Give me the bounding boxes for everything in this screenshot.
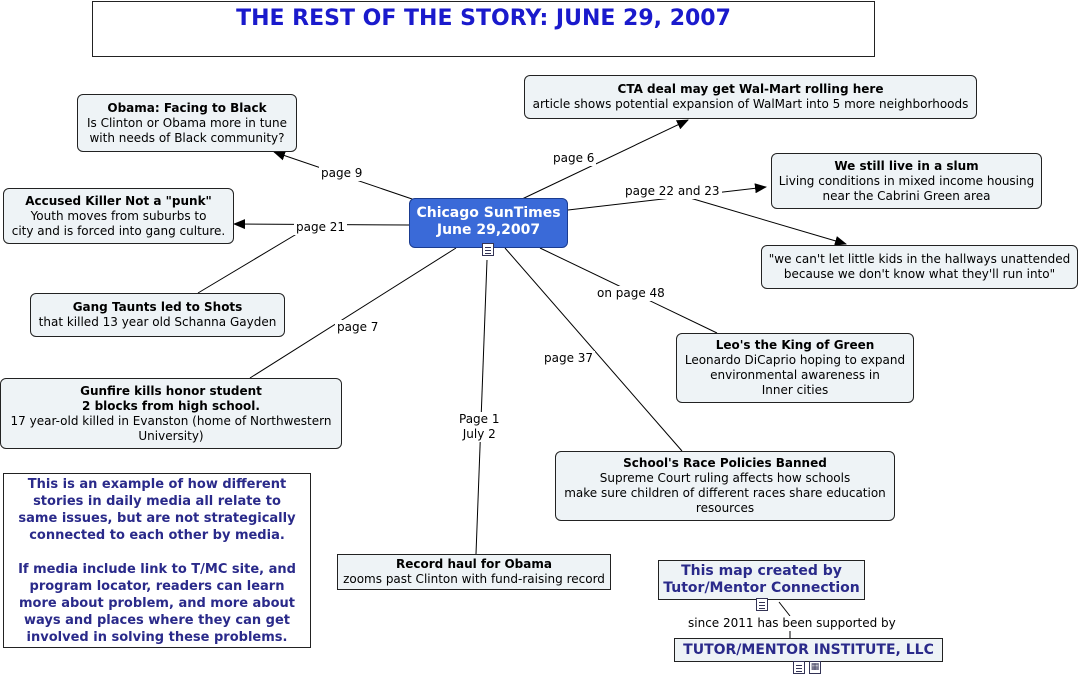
credit-institute[interactable]: TUTOR/MENTOR INSTITUTE, LLC	[674, 638, 943, 662]
node-title: Gunfire kills honor student 2 blocks from high school.	[80, 383, 262, 413]
node-kids-hallways[interactable]	[761, 245, 1078, 289]
node-title: Record haul for Obama	[396, 557, 552, 571]
node-body: article shows potential expansion of WalMart into 5 more neighborhoods	[532, 97, 969, 111]
credit-created-by[interactable]: This map created by Tutor/Mentor Connection	[658, 560, 865, 600]
node-body: Is Clinton or Obama more in tune with needs of Black community?	[86, 115, 288, 145]
node-title: Leo's the King of Green	[715, 338, 875, 352]
node-title: Obama: Facing to Black	[107, 100, 267, 115]
node-title: CTA deal may get Wal-Mart rolling here	[617, 82, 884, 96]
node-title: School's Race Policies Banned	[623, 456, 827, 470]
node-body: Leonardo DiCaprio hoping to expand environmental awareness in Inner cities	[684, 353, 906, 397]
node-body: 17 year-old killed in Evanston (home of Northwestern University)	[10, 413, 332, 443]
node-title: We still live in a slum	[834, 158, 979, 173]
node-body: zooms past Clinton with fund-raising record	[343, 572, 605, 586]
document-icon[interactable]	[793, 661, 805, 674]
node-gunfire[interactable]	[0, 378, 342, 449]
node-title: Gang Taunts led to Shots	[72, 300, 243, 314]
node-accused-killer[interactable]	[3, 188, 234, 244]
node-slum[interactable]	[771, 153, 1042, 209]
node-race-policies[interactable]	[555, 451, 895, 521]
document-icon[interactable]	[756, 598, 768, 611]
node-leo-king-green[interactable]	[676, 333, 914, 403]
node-body: Supreme Court ruling affects how schools make sure children of different races share education resources	[564, 471, 886, 515]
node-record-haul[interactable]	[337, 554, 611, 590]
network-icon[interactable]: ▦	[810, 662, 820, 672]
node-body: that killed 13 year old Schanna Gayden	[38, 315, 277, 329]
label-page9: page 9	[321, 166, 363, 180]
node-cta-walmart[interactable]	[524, 75, 977, 119]
label-page22-23: page 22 and 23	[625, 184, 720, 198]
link-page1	[476, 260, 487, 554]
document-icon[interactable]	[482, 243, 494, 256]
link-page37	[505, 248, 682, 451]
label-page6: page 6	[553, 151, 595, 165]
node-body: "we can't let little kids in the hallways unattended because we don't know what they'll run into"	[768, 252, 1071, 281]
node-gang-taunts[interactable]	[30, 293, 285, 337]
label-page48: on page 48	[597, 286, 665, 300]
label-page37: page 37	[544, 351, 594, 365]
title-box	[92, 1, 875, 57]
explanation-note: This is an example of how different stories in daily media all relate to same issues, but are not strategically connected to each other by media. If media include link to T/MC site, and program locator, readers can learn more about problem, and more about ways and places where they can get involved in solving these problems.	[3, 473, 311, 648]
center-node-chicago-suntimes[interactable]: Chicago SunTimes June 29,2007	[409, 198, 568, 248]
link-credit	[779, 602, 790, 616]
label-page7: page 7	[337, 320, 379, 334]
node-body: Youth moves from suburbs to city and is forced into gang culture.	[11, 208, 226, 238]
node-title: Accused Killer Not a "punk"	[25, 193, 212, 208]
node-obama-facing-black[interactable]	[77, 94, 297, 152]
credit-supported-label: since 2011 has been supported by	[688, 616, 896, 630]
label-page1-july2: Page 1 July 2	[459, 412, 500, 441]
label-page21: page 21	[296, 220, 346, 234]
node-body: Living conditions in mixed income housing near the Cabrini Green area	[778, 173, 1035, 203]
map-title: THE REST OF THE STORY: JUNE 29, 2007	[236, 6, 731, 31]
